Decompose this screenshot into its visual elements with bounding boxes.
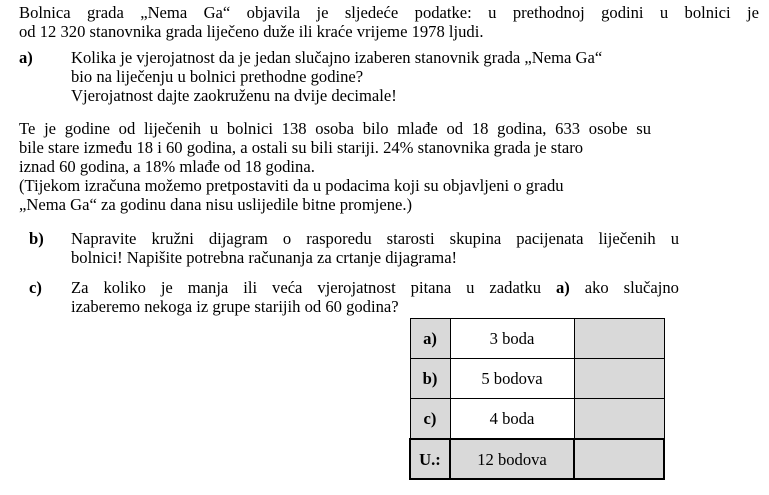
score-row-label: b): [410, 359, 450, 399]
score-total-entry-box[interactable]: [574, 439, 664, 479]
question-c-ref-a: a): [555, 278, 570, 297]
question-c-line-1: [71, 278, 679, 297]
question-a-line-2: bio na liječenju u bolnici prethodne godine?: [71, 67, 364, 86]
score-row: [410, 319, 664, 359]
question-c-text: [71, 278, 679, 316]
intro-paragraph: [19, 3, 759, 41]
score-row-points: 3 boda: [450, 319, 574, 359]
score-total-row: [410, 439, 664, 479]
score-row-label: c): [410, 399, 450, 440]
data-line-5: „Nema Ga“ za godinu dana nisu uslijedile bitne promjene.): [19, 195, 413, 214]
question-a-label: a): [19, 48, 33, 67]
score-entry-box[interactable]: [574, 399, 664, 440]
score-row: [410, 399, 664, 440]
scoring-table: [409, 318, 665, 480]
question-a-text: [71, 48, 672, 105]
score-row: [410, 359, 664, 399]
question-b-line-2: bolnici! Napišite potrebna računanja za crtanje dijagrama!: [71, 248, 458, 267]
question-b-text: [71, 229, 679, 267]
question-a-line-3: Vjerojatnost dajte zaokruženu na dvije decimale!: [71, 86, 397, 105]
data-line-2: bile stare između 18 i 60 godina, a ostali su bili stariji. 24% stanovnika grada je staro: [19, 138, 584, 157]
question-c-line-2: izaberemo nekoga iz grupe starijih od 60 godina?: [71, 297, 399, 316]
score-entry-box[interactable]: [574, 359, 664, 399]
question-c-line-1-start: Za koliko je manja ili veća vjerojatnost pitana u zadatku: [71, 278, 542, 297]
score-entry-box[interactable]: [574, 319, 664, 359]
data-line-4: (Tijekom izračuna možemo pretpostaviti da u podacima koji su objavljeni o gradu: [19, 176, 564, 195]
data-paragraph: [19, 119, 759, 214]
score-row-points: 4 boda: [450, 399, 574, 440]
score-total-points: 12 bodova: [450, 439, 574, 479]
score-total-label: U.:: [410, 439, 450, 479]
question-b-line-1: Napravite kružni dijagram o rasporedu starosti skupina pacijenata liječenih u: [71, 229, 679, 248]
question-c-label: c): [29, 278, 42, 297]
question-a: [19, 48, 764, 108]
data-line-1: Te je godine od liječenih u bolnici 138 osoba bilo mlađe od 18 godina, 633 osobe su: [19, 119, 651, 138]
score-row-points: 5 bodova: [450, 359, 574, 399]
data-line-3: iznad 60 godina, a 18% mlađe od 18 godina.: [19, 157, 315, 176]
question-c-line-1-end: ako slučajno: [584, 278, 679, 297]
question-c: [19, 278, 764, 318]
intro-line-1: Bolnica grada „Nema Ga“ objavila je sljedeće podatke: u prethodnoj godini u bolnici je: [19, 3, 759, 22]
question-a-line-1: Kolika je vjerojatnost da je jedan slučajno izaberen stanovnik grada „Nema Ga“: [71, 48, 603, 67]
intro-line-2: od 12 320 stanovnika grada liječeno duže ili kraće vrijeme 1978 ljudi.: [19, 22, 484, 41]
question-b-label: b): [29, 229, 44, 248]
question-b: [19, 229, 764, 269]
score-row-label: a): [410, 319, 450, 359]
